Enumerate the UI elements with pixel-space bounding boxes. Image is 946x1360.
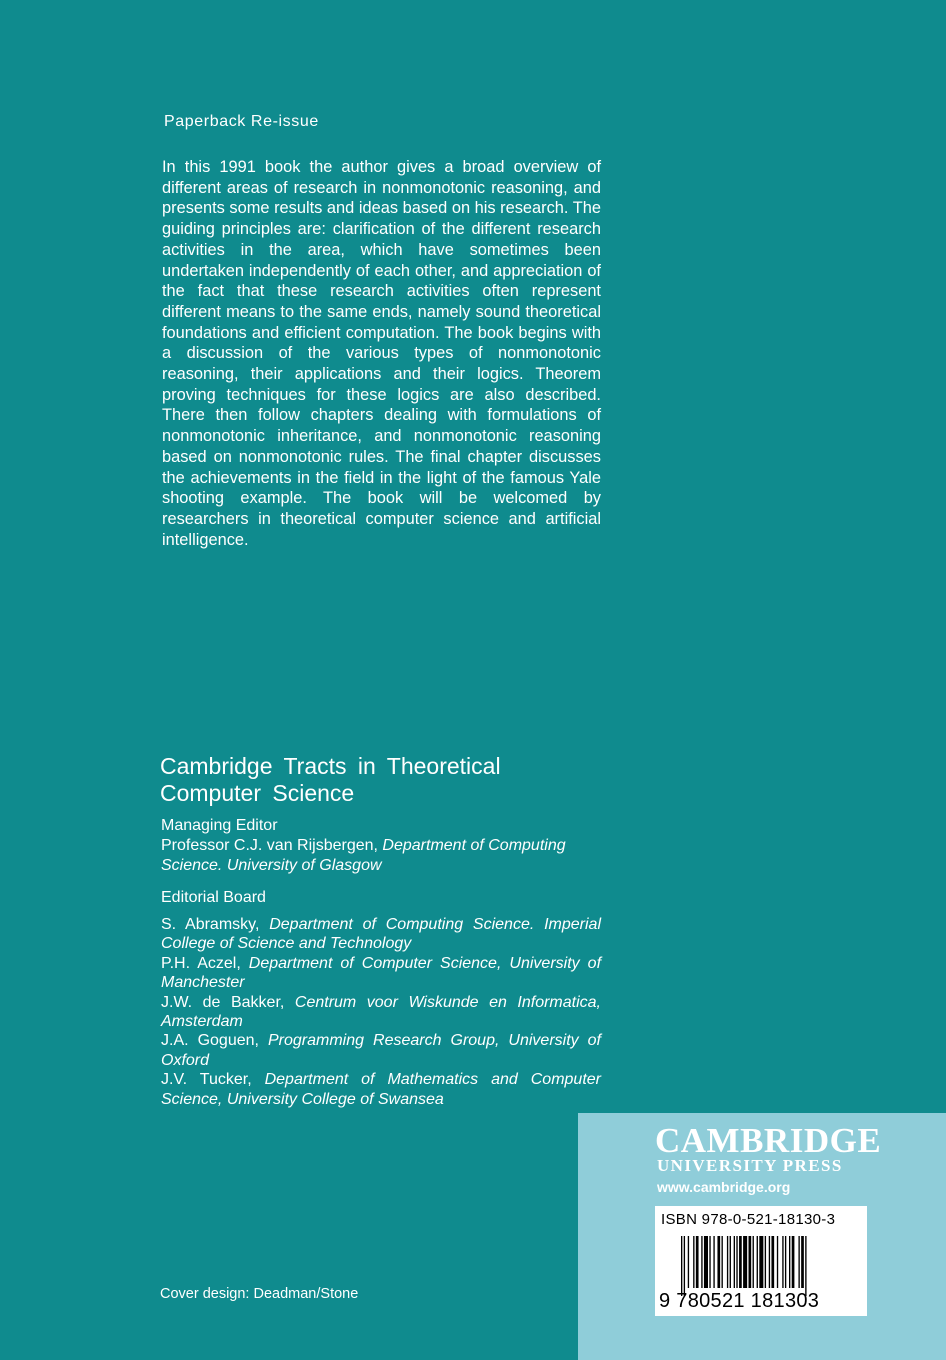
reissue-label: Paperback Re-issue [164, 113, 319, 130]
board-member: J.W. de Bakker, Centrum voor Wiskunde en Informatica, Amsterdam [161, 993, 602, 1031]
isbn-barcode [655, 1206, 867, 1316]
board-member-affiliation: Centrum voor Wiskunde en Informatica, Amsterdam [161, 993, 602, 1031]
barcode-bar [684, 1236, 685, 1296]
barcode-bar [771, 1236, 774, 1288]
barcode-bar [739, 1236, 742, 1288]
board-member: J.V. Tucker, Department of Mathematics and Computer Science, University College of Swansea [161, 1071, 602, 1108]
board-member: S. Abramsky, Department of Computing Science. Imperial College of Science and Technology [161, 916, 601, 953]
editorial-board-label: Editorial Board [161, 889, 266, 906]
board-member-affiliation: Department of Computer Science, University of Manchester [161, 954, 602, 992]
book-description: In this 1991 book the author gives a broad overview of different areas of research in nonmonotonic reasoning, and presents some results and ideas based on his research. The guiding principles are: clarification of the different research activities in the area, which have sometimes been undertaken independently of each other, and appreciation of the fact that these research activities often represent different means to the same ends, namely sound theoretical foundations and efficient computation. The book begins with a discussion of the various types of nonmonotonic reasoning, their applications and their logics. Theorem proving techniques for these logics are also described. There then follow chapters dealing with formulations of nonmonotonic inheritance, and nonmonotonic reasoning based on nonmonotonic rules. The final chapter discusses the achievements in the field in the light of the famous Yale shooting example. The book will be welcomed by researchers in theoretical computer science and artificial intelligence. [162, 158, 601, 549]
board-member-name: J.W. de Bakker [161, 993, 280, 1011]
managing-editor: Professor C.J. van Rijsbergen, Department of Computing Science. University of Glasgow [161, 837, 566, 874]
board-member: P.H. Aczel, Department of Computer Science, University of Manchester [161, 954, 602, 992]
barcode-bar [801, 1236, 804, 1288]
barcode-bar [693, 1236, 694, 1288]
barcode-bar [713, 1236, 714, 1288]
barcode-bar [681, 1236, 682, 1296]
barcode-bar [743, 1236, 747, 1288]
board-member-name: J.V. Tucker [161, 1071, 248, 1089]
managing-editor-label: Managing Editor [161, 817, 278, 834]
barcode-bar [757, 1236, 758, 1288]
barcode-bar [704, 1236, 708, 1288]
managing-editor-name: Professor C.J. van Rijsbergen [161, 837, 374, 854]
barcode-bar [782, 1236, 783, 1288]
series-title-line2: Computer Science [160, 780, 355, 806]
barcode-bar [709, 1236, 710, 1288]
series-title-line1: Cambridge Tracts in Theoretical [160, 753, 501, 779]
barcode-bar [688, 1236, 689, 1288]
barcode-bar [749, 1236, 752, 1288]
board-member-name: J.A. Goguen [161, 1032, 255, 1050]
barcode-bar [798, 1236, 799, 1288]
barcode-bar [785, 1236, 786, 1288]
barcode-bar [792, 1236, 795, 1288]
board-member-name: S. Abramsky [161, 916, 255, 933]
barcode-bar [696, 1236, 699, 1288]
editorial-board-list [161, 915, 601, 1109]
barcode-digits: 9 780521 181303 [659, 1290, 820, 1312]
barcode-bar [769, 1236, 770, 1288]
cover-design-credit: Cover design: Deadman/Stone [160, 1286, 359, 1302]
barcode-bar [736, 1236, 737, 1288]
barcode-bar [789, 1236, 790, 1288]
publisher-logo-name: CAMBRIDGE [655, 1121, 882, 1160]
barcode-bar [765, 1236, 766, 1288]
board-member: J.A. Goguen, Programming Research Group, University of Oxford [161, 1032, 601, 1069]
managing-editor-affiliation: Department of Computing Science. University of Glasgow [161, 837, 566, 874]
series-title [160, 753, 580, 807]
barcode-bar [722, 1236, 723, 1288]
board-member-affiliation: Department of Mathematics and Computer Science, University College of Swansea [161, 1071, 602, 1108]
board-member-name: P.H. Aczel [161, 954, 237, 972]
publisher-url: www.cambridge.org [657, 1179, 791, 1195]
barcode-bar [753, 1236, 754, 1288]
barcode-bar [759, 1236, 763, 1288]
board-member-affiliation: Programming Research Group, University of Oxford [161, 1032, 601, 1069]
barcode-bar [717, 1236, 720, 1288]
barcode-bar [701, 1236, 702, 1288]
barcode-bar [730, 1236, 731, 1288]
board-member-affiliation: Department of Computing Science. Imperial College of Science and Technology [161, 916, 601, 953]
barcode-bar [805, 1236, 806, 1296]
publisher-logo-subtitle: UNIVERSITY PRESS [657, 1156, 843, 1175]
isbn-label: ISBN 978-0-521-18130-3 [661, 1211, 836, 1228]
barcode-bar [727, 1236, 728, 1288]
barcode-bar [777, 1236, 778, 1288]
barcode-bar [734, 1236, 735, 1288]
